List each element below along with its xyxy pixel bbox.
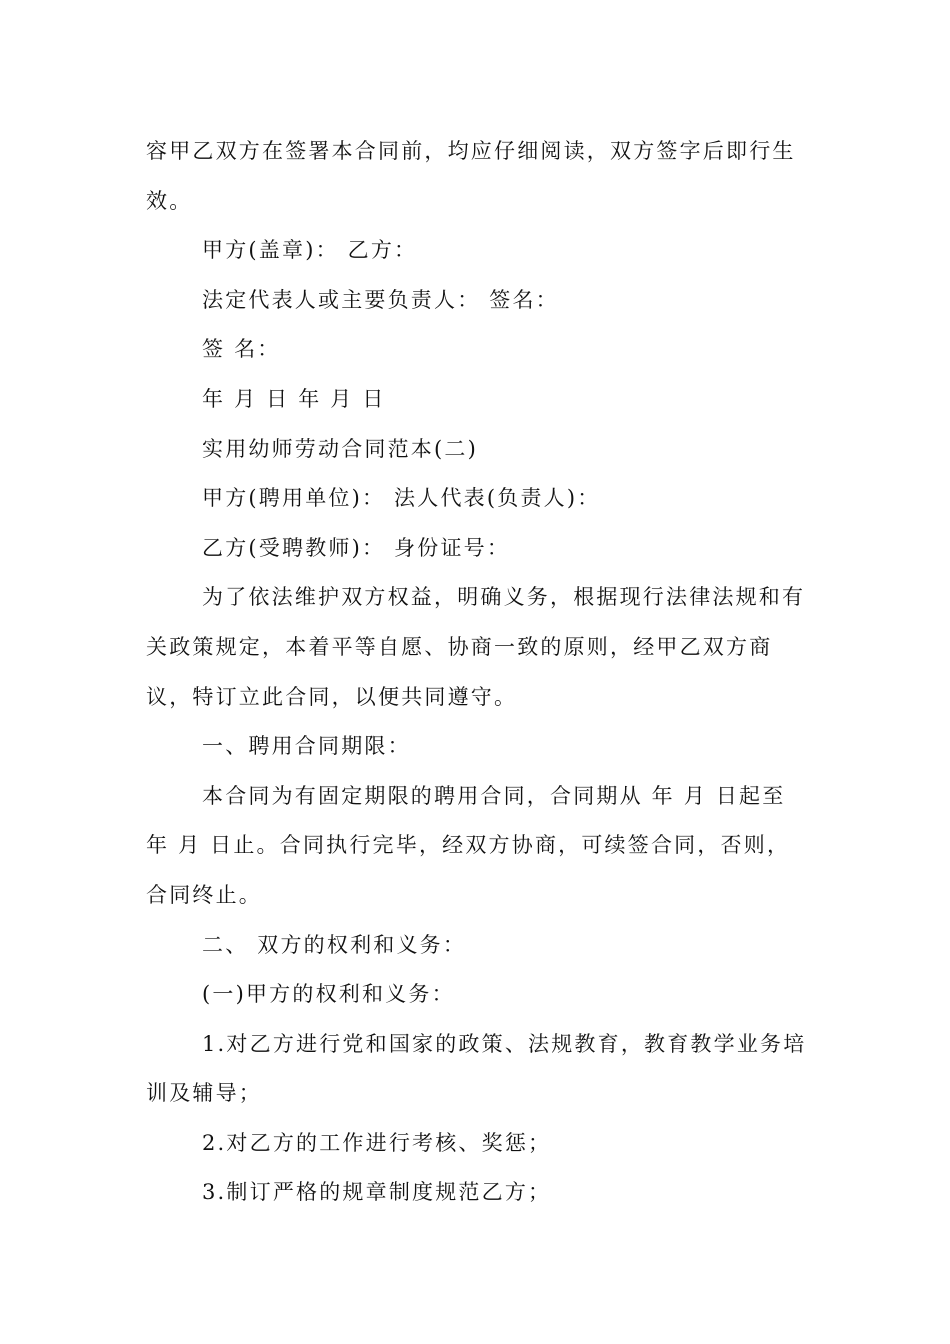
paragraph-party-a-seal: 甲方(盖章)： 乙方： xyxy=(202,238,418,263)
list-item-2: 2.对乙方的工作进行考核、奖惩； xyxy=(202,1130,552,1155)
list-item-1: 1.对乙方进行党和国家的政策、法规教育，教育教学业务培训及辅导； xyxy=(146,1031,807,1106)
document-body xyxy=(146,127,808,1218)
paragraph-party-a-employer: 甲方(聘用单位)： 法人代表(负责人)： xyxy=(202,486,601,511)
paragraph-signature: 签 名： xyxy=(202,337,281,362)
heading-rights-obligations: 二、 双方的权利和义务： xyxy=(202,932,467,957)
heading-party-a-rights: (一)甲方的权利和义务： xyxy=(202,982,455,1007)
paragraph-date-line: 年 月 日 年 月 日 xyxy=(202,386,386,411)
heading-contract-term: 一、聘用合同期限： xyxy=(202,734,411,759)
section-title-contract-two: 实用幼师劳动合同范本(二) xyxy=(202,436,478,461)
paragraph-effectiveness: 容甲乙双方在签署本合同前，均应仔细阅读，双方签字后即行生效。 xyxy=(146,139,796,213)
paragraph-legal-representative: 法定代表人或主要负责人： 签名： xyxy=(202,287,559,312)
list-item-3: 3.制订严格的规章制度规范乙方； xyxy=(202,1180,552,1205)
paragraph-party-b-teacher: 乙方(受聘教师)： 身份证号： xyxy=(202,535,511,560)
paragraph-purpose: 为了依法维护双方权益，明确义务，根据现行法律法规和有关政策规定，本着平等自愿、协商一致的原则，经甲乙双方商议，特订立此合同，以便共同遵守。 xyxy=(146,585,806,709)
paragraph-contract-term: 本合同为有固定期限的聘用合同，合同期从 年 月 日起至 年 月 日止。合同执行完毕，经双方协商，可续签合同，否则，合同终止。 xyxy=(146,783,791,907)
